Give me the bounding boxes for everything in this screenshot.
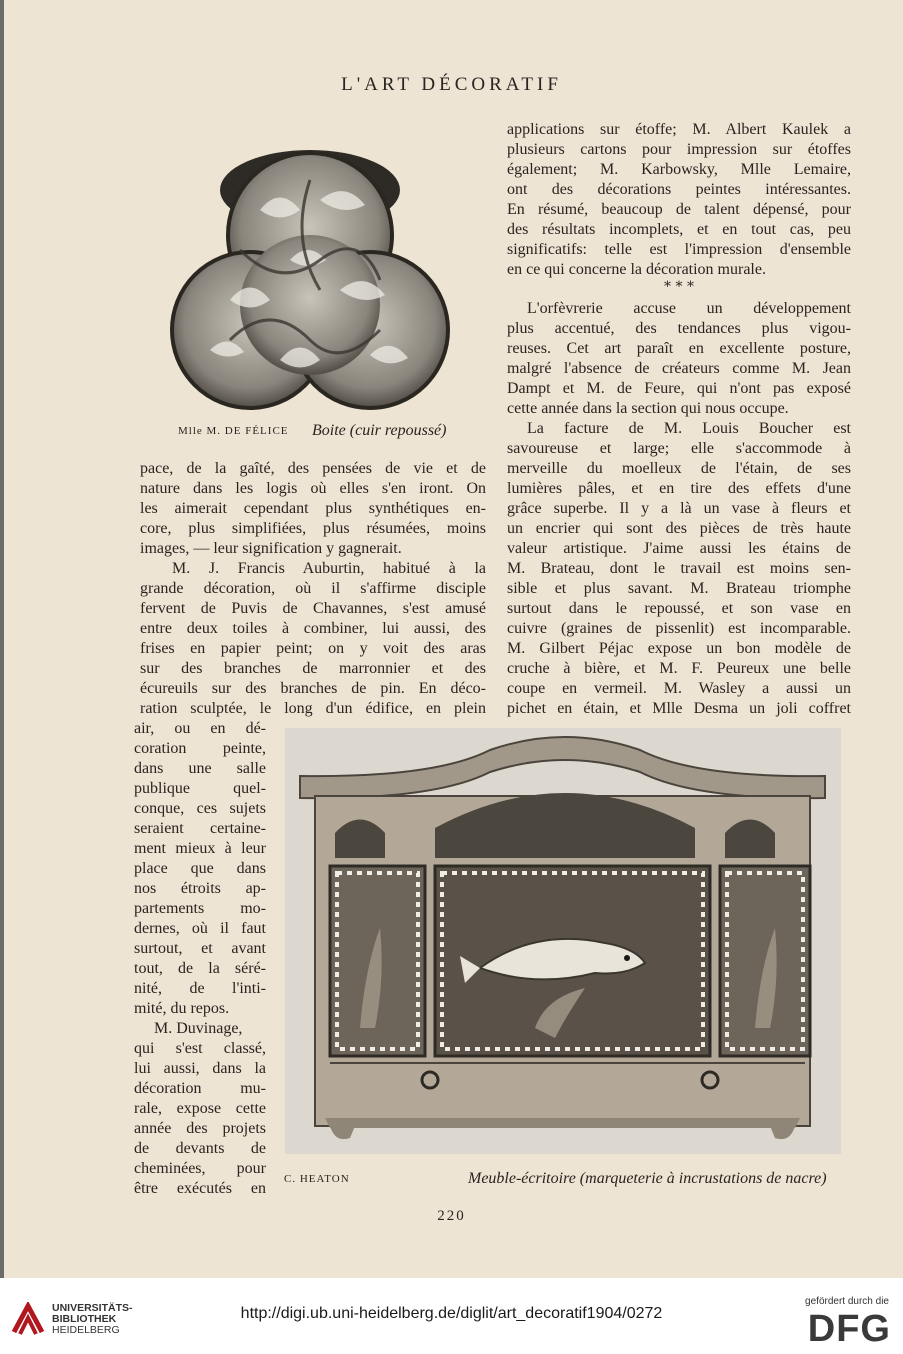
text-line: seraient certaine-	[134, 820, 266, 837]
text-line: publique quel-	[134, 780, 266, 797]
right-column-top	[507, 120, 851, 280]
library-line: HEIDELBERG	[52, 1324, 120, 1336]
text-line: cruche à bière, et M. F. Peureux une belle	[507, 660, 851, 677]
text-line: malgré l'absence de créateurs comme M. Jean	[507, 360, 851, 377]
leather-box-illustration	[170, 140, 450, 420]
text-line: M. J. Francis Auburtin, habitué à la	[172, 560, 486, 577]
right-column-body	[507, 299, 851, 719]
text-line: pace, de la gaîté, des pensées de vie et de	[140, 460, 486, 477]
text-line: décoration mu-	[134, 1080, 266, 1097]
text-line: M. Duvinage,	[154, 1020, 243, 1037]
text-line: cuivre (graines de pissenlit) est incomparable.	[507, 620, 851, 637]
text-line: plus accentué, des tendances plus vigou-	[507, 320, 851, 337]
running-header: L'ART DÉCORATIF	[341, 74, 562, 95]
text-line: en ce qui concerne la décoration murale.	[507, 261, 766, 278]
text-line: applications sur étoffe; M. Albert Kaulek a	[507, 121, 851, 138]
text-line: entre deux toiles à combiner, lui aussi, des	[140, 620, 486, 637]
text-line: plusieurs cartons pour impression sur étoffes	[507, 141, 851, 158]
text-line: air, ou en dé-	[134, 720, 266, 737]
library-line: BIBLIOTHEK	[52, 1313, 117, 1325]
text-line: significatifs: telle est l'impression d'ensemble	[507, 241, 851, 258]
scan-edge	[0, 0, 4, 1278]
text-line: En résumé, beaucoup de talent dépensé, pour	[507, 201, 851, 218]
text-line: nature dans les logis où elles s'en iront. On	[140, 480, 486, 497]
text-line: année des projets	[134, 1120, 266, 1137]
permalink-url[interactable]: http://digi.ub.uni-heidelberg.de/diglit/art_decoratif1904/0272	[240, 1305, 663, 1322]
text-line: qui s'est classé,	[134, 1040, 266, 1057]
text-line: sible et plus savant. M. Brateau triomphe	[507, 580, 851, 597]
text-line: rale, expose cette	[134, 1100, 266, 1117]
text-line: fervent de Puvis de Chavannes, s'est amusé	[140, 600, 486, 617]
text-line: lumières pâles, et en tire des effets d'une	[507, 480, 851, 497]
text-line: nité, de l'inti-	[134, 980, 266, 997]
left-column-narrow	[134, 719, 266, 1199]
writing-cabinet-illustration	[285, 728, 841, 1154]
text-line: sur des branches de marronnier et des	[140, 660, 486, 677]
text-line: place que dans	[134, 860, 266, 877]
text-line: L'orfèvrerie accuse un développement	[527, 300, 851, 317]
figure-credit-top: Mlle M. DE FÉLICE	[178, 425, 289, 437]
text-line: core, plus simplifiées, plus résumées, moins	[140, 520, 486, 537]
text-line: merveille du moelleux de l'étain, de ses	[507, 460, 851, 477]
text-line: La facture de M. Louis Boucher est	[527, 420, 851, 437]
text-line: M. Gilbert Péjac expose un bon modèle de	[507, 640, 851, 657]
text-line: également; M. Karbowsky, Mlle Lemaire,	[507, 161, 851, 178]
dfg-logo: DFG	[807, 1308, 891, 1350]
library-line: UNIVERSITÄTS-	[52, 1302, 133, 1314]
text-line: ont des décorations peintes intéressantes.	[507, 181, 851, 198]
text-line: des résultats incomplets, et en tout cas, peu	[507, 221, 851, 238]
text-line: Dampt et M. de Feure, qui n'ont pas exposé	[507, 380, 851, 397]
text-line: de devants de	[134, 1140, 266, 1157]
text-line: lui aussi, dans la	[134, 1060, 266, 1077]
text-line: grande décoration, où il s'affirme disciple	[140, 580, 486, 597]
text-line: cette année dans la section qui nous occupe.	[507, 400, 789, 417]
text-line: savoureuse et large; elle s'accommode à	[507, 440, 851, 457]
text-line: les aimerait cependant plus synthétiques en-	[140, 500, 486, 517]
text-line: images, — leur signification y gagnerait.	[140, 540, 402, 557]
text-line: dans une salle	[134, 760, 266, 777]
text-line: valeur artistique. J'aime aussi les étains de	[507, 540, 851, 557]
text-line: pichet en étain, et Mlle Desma un joli coffret	[507, 700, 851, 717]
text-line: un encrier qui sont des pièces de très haute	[507, 520, 851, 537]
text-line: partements mo-	[134, 900, 266, 917]
text-line: mité, du repos.	[134, 1000, 230, 1017]
text-line: écureuils sur des branches de pin. En déco-	[140, 680, 486, 697]
section-stars: * * *	[664, 279, 694, 295]
text-line: frises en papier peint; on y voit des aras	[140, 640, 486, 657]
text-line: grâce superbe. Il y a là un vase à fleurs et	[507, 500, 851, 517]
text-line: dernes, où il faut	[134, 920, 266, 937]
text-line: reuses. Cet art paraît en excellente posture,	[507, 340, 851, 357]
figure-caption-bottom: Meuble-écritoire (marqueterie à incrustations de nacre)	[468, 1170, 827, 1187]
funding-label: gefördert durch die	[805, 1296, 889, 1307]
text-line: conque, ces sujets	[134, 800, 266, 817]
page-number: 220	[437, 1208, 466, 1224]
text-line: cheminées, pour	[134, 1160, 266, 1177]
text-line: M. Brateau, dont le travail est moins sen-	[507, 560, 851, 577]
text-line: être exécutés en	[134, 1180, 266, 1197]
text-line: ration sculptée, le long d'un édifice, en plein	[140, 700, 486, 717]
figure-caption-top: Boite (cuir repoussé)	[312, 422, 447, 439]
text-line: tout, de la séré-	[134, 960, 266, 977]
text-line: surtout, et avant	[134, 940, 266, 957]
text-line: coration peinte,	[134, 740, 266, 757]
left-column-body	[140, 459, 486, 719]
figure-credit-bottom: C. HEATON	[284, 1173, 350, 1185]
text-line: ment mieux à leur	[134, 840, 266, 857]
text-line: coupe en vermeil. M. Wasley a aussi un	[507, 680, 851, 697]
text-line: surtout dans le repoussé, et son vase en	[507, 600, 851, 617]
text-line: nos étroits ap-	[134, 880, 266, 897]
cabinet-photo	[285, 728, 841, 1154]
